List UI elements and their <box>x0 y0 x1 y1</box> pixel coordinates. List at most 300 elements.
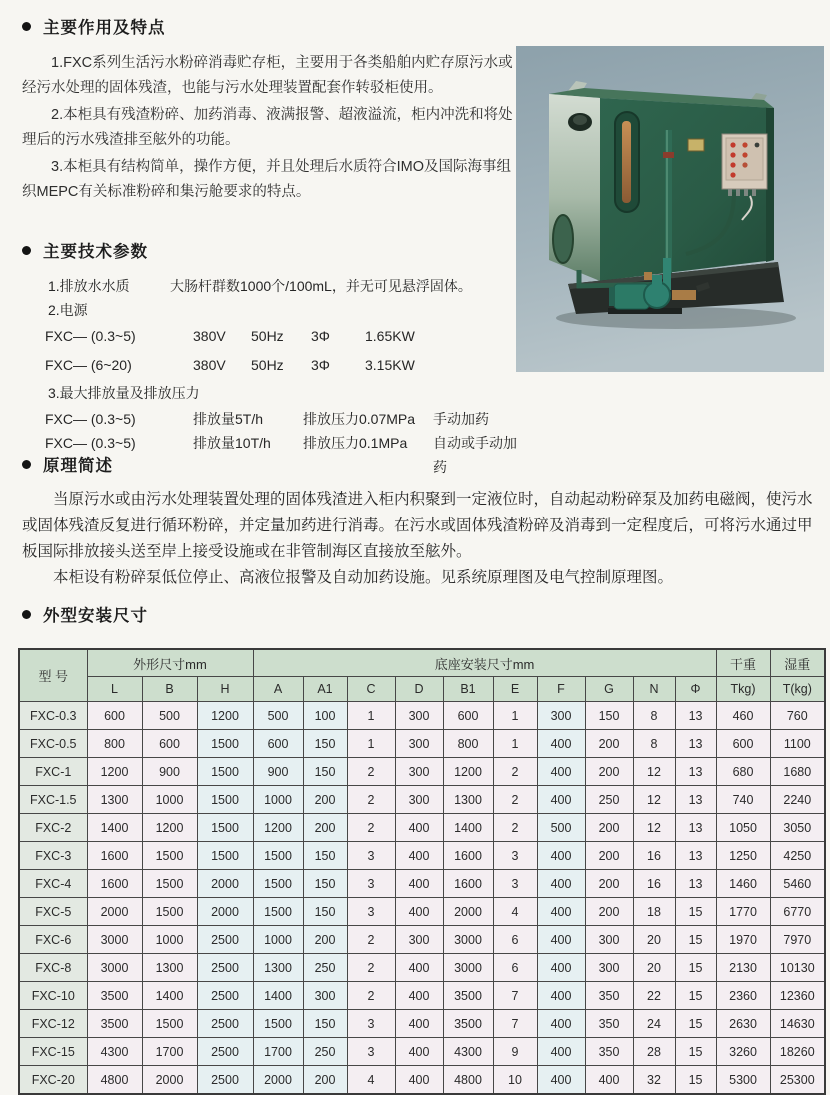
value-cell: 600 <box>716 730 770 758</box>
value-cell: 400 <box>537 1010 585 1038</box>
frequency: 50Hz <box>251 328 284 344</box>
value-cell: 300 <box>303 982 347 1010</box>
power-rating: 1.65KW <box>365 328 415 344</box>
value-cell: 4 <box>493 898 537 926</box>
value-cell: 200 <box>585 898 633 926</box>
value-cell: 1 <box>493 730 537 758</box>
value-cell: 1680 <box>770 758 825 786</box>
value-cell: 1200 <box>142 814 197 842</box>
value-cell: 400 <box>537 1066 585 1095</box>
value-cell: 7 <box>493 1010 537 1038</box>
table-body <box>19 702 825 1095</box>
value-cell: 400 <box>537 758 585 786</box>
value-cell: 2360 <box>716 982 770 1010</box>
column-header: D <box>395 677 443 702</box>
value-cell: 1050 <box>716 814 770 842</box>
value-cell: 460 <box>716 702 770 730</box>
paragraph: 本柜设有粉碎泵低位停止、高液位报警及自动加药设施。见系统原理图及电气控制原理图。 <box>53 569 674 586</box>
model-cell: FXC-20 <box>19 1066 87 1095</box>
value-cell: 15 <box>675 898 716 926</box>
table-row <box>19 758 825 786</box>
value-cell: 200 <box>303 926 347 954</box>
model-range: FXC— (0.3~5) <box>45 411 136 427</box>
value-cell: 400 <box>395 1066 443 1095</box>
value-cell: 1000 <box>142 926 197 954</box>
model-cell: FXC-8 <box>19 954 87 982</box>
param-label: 2.电源 <box>48 302 88 318</box>
table-row <box>19 1038 825 1066</box>
value-cell: 1000 <box>253 926 303 954</box>
section-dimensions <box>22 602 148 626</box>
value-cell: 3500 <box>443 982 493 1010</box>
value-cell: 300 <box>395 730 443 758</box>
value-cell: 350 <box>585 982 633 1010</box>
value-cell: 3500 <box>443 1010 493 1038</box>
value-cell: 400 <box>395 842 443 870</box>
value-cell: 200 <box>585 870 633 898</box>
value-cell: 15 <box>675 982 716 1010</box>
value-cell: 14630 <box>770 1010 825 1038</box>
brass-elbow <box>644 272 652 280</box>
value-cell: 2000 <box>443 898 493 926</box>
value-cell: 13 <box>675 786 716 814</box>
pipe-valve <box>663 152 674 158</box>
value-cell: 600 <box>443 702 493 730</box>
column-header: Φ <box>675 677 716 702</box>
value-cell: 4800 <box>443 1066 493 1095</box>
header-base-dims: 底座安装尺寸mm <box>253 649 716 677</box>
model-cell: FXC-3 <box>19 842 87 870</box>
table-row <box>19 1010 825 1038</box>
model-range: FXC— (6~20) <box>45 357 132 373</box>
value-cell: 2 <box>493 786 537 814</box>
value-cell: 1600 <box>87 870 142 898</box>
model-cell: FXC-1.5 <box>19 786 87 814</box>
cable-gland <box>736 189 740 196</box>
value-cell: 760 <box>770 702 825 730</box>
frequency: 50Hz <box>251 357 284 373</box>
column-header: N <box>633 677 675 702</box>
value-cell: 900 <box>253 758 303 786</box>
table-row <box>19 898 825 926</box>
value-cell: 12 <box>633 786 675 814</box>
value-cell: 400 <box>537 842 585 870</box>
value-cell: 400 <box>537 982 585 1010</box>
value-cell: 1500 <box>197 842 253 870</box>
value-cell: 500 <box>142 702 197 730</box>
column-header: H <box>197 677 253 702</box>
value-cell: 3 <box>347 1038 395 1066</box>
value-cell: 1770 <box>716 898 770 926</box>
value-cell: 900 <box>142 758 197 786</box>
value-cell: 1500 <box>142 842 197 870</box>
section-title-dimensions <box>22 602 148 626</box>
value-cell: 350 <box>585 1010 633 1038</box>
value-cell: 1200 <box>87 758 142 786</box>
section-title-tech-params <box>22 238 522 262</box>
value-cell: 1700 <box>253 1038 303 1066</box>
value-cell: 200 <box>585 730 633 758</box>
value-cell: 13 <box>675 814 716 842</box>
value-cell: 1460 <box>716 870 770 898</box>
value-cell: 12 <box>633 758 675 786</box>
value-cell: 18260 <box>770 1038 825 1066</box>
value-cell: 3 <box>493 870 537 898</box>
value-cell: 12360 <box>770 982 825 1010</box>
value-cell: 1500 <box>197 730 253 758</box>
sight-glass-level <box>622 121 631 203</box>
table-row <box>19 926 825 954</box>
value-cell: 2000 <box>253 1066 303 1095</box>
paragraph: 当原污水或由污水处理装置处理的固体残渣进入柜内积聚到一定液位时，自动起动粉碎泵及加药电磁阀，使污水或固体残渣反复进行循环粉碎，并定量加药进行消毒。在污水或固体残渣粉碎及消毒到一定程度后，可将污水通过甲板国际排放接头送至岸上接受设施或在非管制海区直接放至舷外。 <box>22 491 813 560</box>
value-cell: 2 <box>347 926 395 954</box>
value-cell: 9 <box>493 1038 537 1066</box>
indicator-light <box>730 142 735 147</box>
value-cell: 25300 <box>770 1066 825 1095</box>
value-cell: 150 <box>303 1010 347 1038</box>
value-cell: 16 <box>633 842 675 870</box>
value-cell: 2 <box>493 814 537 842</box>
dosing-mode: 手动加药 <box>433 411 489 427</box>
value-cell: 150 <box>303 870 347 898</box>
cable-gland <box>728 189 732 196</box>
pump-flange <box>652 275 662 284</box>
value-cell: 250 <box>303 954 347 982</box>
model-cell: FXC-15 <box>19 1038 87 1066</box>
value-cell: 400 <box>537 870 585 898</box>
paragraph: 3.本柜具有结构简单，操作方便，并且处理后水质符合IMO及国际海事组织MEPC有关标准粉碎和集污舱要求的特点。 <box>22 159 511 200</box>
value-cell: 1000 <box>253 786 303 814</box>
section-principle <box>22 452 814 591</box>
value-cell: 400 <box>537 786 585 814</box>
value-cell: 400 <box>395 870 443 898</box>
section-title-text: 外型安装尺寸 <box>43 607 148 625</box>
value-cell: 600 <box>142 730 197 758</box>
param-label: 3.最大排放量及排放压力 <box>48 385 200 401</box>
value-cell: 300 <box>395 786 443 814</box>
cable-gland <box>744 189 748 196</box>
value-cell: 150 <box>303 758 347 786</box>
value-cell: 10 <box>493 1066 537 1095</box>
value-cell: 2630 <box>716 1010 770 1038</box>
value-cell: 1 <box>493 702 537 730</box>
value-cell: 1300 <box>253 954 303 982</box>
value-cell: 300 <box>585 954 633 982</box>
value-cell: 200 <box>585 814 633 842</box>
value-cell: 2500 <box>197 1066 253 1095</box>
value-cell: 1200 <box>253 814 303 842</box>
value-cell: 2 <box>347 814 395 842</box>
value-cell: 7970 <box>770 926 825 954</box>
motor-end-cap <box>609 287 615 306</box>
inspection-hatch <box>553 215 573 263</box>
paragraph: 1.FXC系列生活污水粉碎消毒贮存柜，主要用于各类船舶内贮存原污水或经污水处理的固体残渣，也能与污水处理装置配套作转驳柜使用。 <box>22 55 513 96</box>
value-cell: 2000 <box>197 870 253 898</box>
value-cell: 20 <box>633 954 675 982</box>
value-cell: 3500 <box>87 982 142 1010</box>
table-row <box>19 730 825 758</box>
value-cell: 1 <box>347 702 395 730</box>
value-cell: 250 <box>303 1038 347 1066</box>
value-cell: 1970 <box>716 926 770 954</box>
value-cell: 2130 <box>716 954 770 982</box>
dosing-mode: 自动或手动加药 <box>433 435 517 475</box>
value-cell: 2500 <box>197 954 253 982</box>
value-cell: 1700 <box>142 1038 197 1066</box>
value-cell: 1200 <box>443 758 493 786</box>
value-cell: 350 <box>585 1038 633 1066</box>
value-cell: 4800 <box>87 1066 142 1095</box>
value-cell: 6 <box>493 954 537 982</box>
value-cell: 3000 <box>443 954 493 982</box>
value-cell: 3 <box>347 870 395 898</box>
power-spec-row <box>45 322 522 351</box>
value-cell: 1300 <box>87 786 142 814</box>
value-cell: 24 <box>633 1010 675 1038</box>
value-cell: 15 <box>675 1010 716 1038</box>
value-cell: 600 <box>87 702 142 730</box>
value-cell: 4 <box>347 1066 395 1095</box>
column-header: L <box>87 677 142 702</box>
discharge-rate: 排放量10T/h <box>193 435 271 451</box>
water-quality-row <box>48 274 522 298</box>
section-features <box>22 14 518 207</box>
value-cell: 1300 <box>142 954 197 982</box>
value-cell: 1500 <box>253 842 303 870</box>
value-cell: 28 <box>633 1038 675 1066</box>
indicator-light <box>730 172 735 177</box>
value-cell: 1600 <box>443 842 493 870</box>
table-row <box>19 870 825 898</box>
voltage: 380V <box>193 328 226 344</box>
product-photo <box>516 46 824 372</box>
value-cell: 1300 <box>443 786 493 814</box>
value-cell: 300 <box>395 758 443 786</box>
value-cell: 2 <box>493 758 537 786</box>
column-header: C <box>347 677 395 702</box>
value-cell: 15 <box>675 954 716 982</box>
model-cell: FXC-0.3 <box>19 702 87 730</box>
value-cell: 3 <box>347 1010 395 1038</box>
value-cell: 1500 <box>197 758 253 786</box>
paragraph: 2.本柜具有残渣粉碎、加药消毒、液满报警、超液溢流，柜内冲洗和将处理后的污水残渣排至舷外的功能。 <box>22 107 513 148</box>
table-row <box>19 702 825 730</box>
indicator-light <box>730 162 735 167</box>
value-cell: 400 <box>585 1066 633 1095</box>
value-cell: 1500 <box>253 898 303 926</box>
value-cell: 2240 <box>770 786 825 814</box>
value-cell: 200 <box>303 1066 347 1095</box>
table-header-row <box>19 649 825 677</box>
value-cell: 150 <box>303 842 347 870</box>
value-cell: 1500 <box>253 870 303 898</box>
model-cell: FXC-6 <box>19 926 87 954</box>
value-cell: 5460 <box>770 870 825 898</box>
model-cell: FXC-2 <box>19 814 87 842</box>
value-cell: 500 <box>253 702 303 730</box>
value-cell: 13 <box>675 842 716 870</box>
header-wet-weight: 湿重 <box>770 649 825 677</box>
value-cell: 1600 <box>87 842 142 870</box>
indicator-light <box>742 142 747 147</box>
value-cell: 2000 <box>142 1066 197 1095</box>
value-cell: 3500 <box>87 1010 142 1038</box>
column-header: A <box>253 677 303 702</box>
value-cell: 13 <box>675 758 716 786</box>
header-dry-weight: 干重 <box>716 649 770 677</box>
value-cell: 5300 <box>716 1066 770 1095</box>
discharge-pressure: 排放压力0.1MPa <box>303 435 408 451</box>
value-cell: 15 <box>675 1066 716 1095</box>
dimensions-table-wrapper <box>18 648 826 1095</box>
value-cell: 2 <box>347 982 395 1010</box>
section-title-principle <box>22 452 814 476</box>
value-cell: 250 <box>585 786 633 814</box>
value-cell: 4300 <box>443 1038 493 1066</box>
value-cell: 2 <box>347 954 395 982</box>
value-cell: 800 <box>443 730 493 758</box>
value-cell: 2 <box>347 758 395 786</box>
value-cell: 1500 <box>142 1010 197 1038</box>
value-cell: 400 <box>395 982 443 1010</box>
value-cell: 4250 <box>770 842 825 870</box>
value-cell: 200 <box>585 758 633 786</box>
model-range: FXC— (0.3~5) <box>45 328 136 344</box>
section-title-text: 主要技术参数 <box>43 243 148 261</box>
bullet-icon <box>22 246 31 255</box>
value-cell: 15 <box>675 926 716 954</box>
value-cell: 1500 <box>197 814 253 842</box>
value-cell: 400 <box>395 954 443 982</box>
value-cell: 200 <box>585 842 633 870</box>
value-cell: 13 <box>675 702 716 730</box>
table-row <box>19 814 825 842</box>
value-cell: 3260 <box>716 1038 770 1066</box>
value-cell: 1500 <box>197 786 253 814</box>
param-label: 1.排放水水质 <box>48 278 130 294</box>
value-cell: 1400 <box>87 814 142 842</box>
value-cell: 800 <box>87 730 142 758</box>
value-cell: 7 <box>493 982 537 1010</box>
brass-fitting <box>672 290 696 300</box>
value-cell: 2500 <box>197 982 253 1010</box>
column-header: G <box>585 677 633 702</box>
value-cell: 16 <box>633 870 675 898</box>
bullet-icon <box>22 460 31 469</box>
indicator-light <box>742 162 747 167</box>
value-cell: 10130 <box>770 954 825 982</box>
value-cell: 6 <box>493 926 537 954</box>
column-header: A1 <box>303 677 347 702</box>
value-cell: 1400 <box>253 982 303 1010</box>
value-cell: 740 <box>716 786 770 814</box>
table-row <box>19 954 825 982</box>
value-cell: 1400 <box>443 814 493 842</box>
value-cell: 2500 <box>197 1010 253 1038</box>
value-cell: 3050 <box>770 814 825 842</box>
value-cell: 12 <box>633 814 675 842</box>
value-cell: 400 <box>395 814 443 842</box>
value-cell: 300 <box>537 702 585 730</box>
table-row <box>19 982 825 1010</box>
model-cell: FXC-4 <box>19 870 87 898</box>
model-range: FXC— (0.3~5) <box>45 435 136 451</box>
value-cell: 400 <box>395 898 443 926</box>
value-cell: 1000 <box>142 786 197 814</box>
discharge-pressure: 排放压力0.07MPa <box>303 411 416 427</box>
value-cell: 3 <box>493 842 537 870</box>
column-header: F <box>537 677 585 702</box>
bullet-icon <box>22 610 31 619</box>
header-outer-dims: 外形尺寸mm <box>87 649 253 677</box>
value-cell: 3000 <box>87 954 142 982</box>
value-cell: 200 <box>303 814 347 842</box>
table-row <box>19 842 825 870</box>
indicator-light <box>742 152 747 157</box>
section-title-text: 原理简述 <box>43 457 113 475</box>
value-cell: 400 <box>537 954 585 982</box>
value-cell: 3 <box>347 898 395 926</box>
value-cell: 400 <box>537 898 585 926</box>
model-cell: FXC-1 <box>19 758 87 786</box>
column-header: B <box>142 677 197 702</box>
value-cell: 300 <box>395 702 443 730</box>
value-cell: 22 <box>633 982 675 1010</box>
value-cell: 18 <box>633 898 675 926</box>
value-cell: 3000 <box>87 926 142 954</box>
indicator-light <box>730 152 735 157</box>
value-cell: 600 <box>253 730 303 758</box>
value-cell: 1500 <box>142 898 197 926</box>
value-cell: 1500 <box>253 1010 303 1038</box>
column-header: B1 <box>443 677 493 702</box>
value-cell: 400 <box>537 1038 585 1066</box>
value-cell: 150 <box>303 898 347 926</box>
phase: 3Φ <box>311 357 330 373</box>
value-cell: 15 <box>675 1038 716 1066</box>
value-cell: 1200 <box>197 702 253 730</box>
section-tech-params <box>22 238 522 479</box>
value-cell: 200 <box>303 786 347 814</box>
value-cell: 1250 <box>716 842 770 870</box>
power-spec-row <box>45 351 522 380</box>
value-cell: 2000 <box>197 898 253 926</box>
value-cell: 1500 <box>142 870 197 898</box>
header-model: 型 号 <box>19 649 87 702</box>
param-value: 大肠杆群数1000个/100mL，并无可见悬浮固体。 <box>170 278 472 294</box>
value-cell: 680 <box>716 758 770 786</box>
value-cell: 100 <box>303 702 347 730</box>
value-cell: 3 <box>347 842 395 870</box>
value-cell: 400 <box>537 730 585 758</box>
column-header: Tkg) <box>716 677 770 702</box>
table-row <box>19 786 825 814</box>
value-cell: 2000 <box>87 898 142 926</box>
model-cell: FXC-12 <box>19 1010 87 1038</box>
control-switch <box>755 143 760 148</box>
value-cell: 300 <box>395 926 443 954</box>
name-plate <box>688 139 704 151</box>
value-cell: 2500 <box>197 1038 253 1066</box>
value-cell: 1100 <box>770 730 825 758</box>
table-row <box>19 1066 825 1095</box>
value-cell: 150 <box>303 730 347 758</box>
value-cell: 8 <box>633 702 675 730</box>
value-cell: 500 <box>537 814 585 842</box>
discharge-spec-row <box>45 407 522 431</box>
dimensions-table <box>18 648 826 1095</box>
model-cell: FXC-0.5 <box>19 730 87 758</box>
